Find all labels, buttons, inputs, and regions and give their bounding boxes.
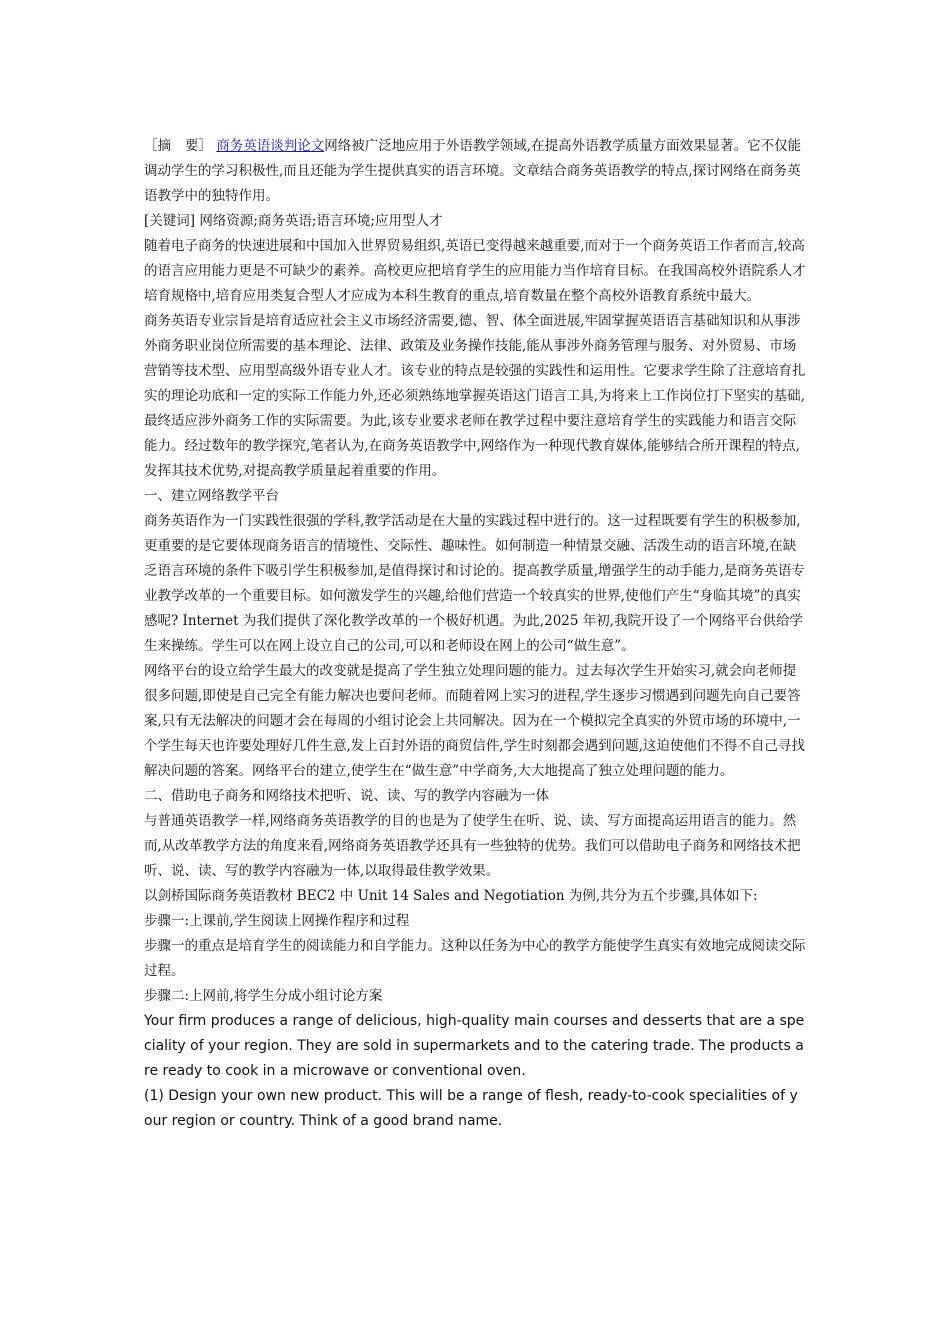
paragraph-platform: 网络平台的设立给学生最大的改变就是提高了学生独立处理问题的能力。过去每次学生开始实习,就会向老师提很多问题,即使是自己完全有能力解决也要问老师。而随着网上实习的进程,学生逐步习惯遇到问题先向自己要答案,只有无法解决的问题才会在每周的小组讨论会上共同解决。因为在一个模拟完全真实的外贸市场的环境中,一个学生每天也许要处理好几件生意,发上百封外语的商贸信件,学生时刻都会遇到问题,这迫使他们不得不自己寻找解决问题的答案。网络平台的建立,使学生在“做生意”中学商务,大大地提高了独立处理问题的能力。 [144,663,805,779]
document-body [144,134,806,1134]
english-task-description: Your firm produces a range of delicious, high-quality main courses and desserts that are a speciality of your region. They are sold in supermarkets and to the catering trade. The products are ready to cook in a microwave or conventional oven. [144,1013,805,1079]
keywords-text: 网络资源;商务英语;语言环境;应用型人才 [195,213,443,229]
business-english-negotiation-link[interactable]: 商务英语谈判论文 [216,138,325,154]
paragraph-example: 以剑桥国际商务英语教材 BEC2 中 Unit 14 Sales and Negotiation 为例,共分为五个步骤,具体如下: [144,888,758,904]
keywords-paragraph [144,209,806,234]
step-two-heading: 步骤二:上网前,将学生分成小组讨论方案 [144,988,383,1004]
abstract-label-open: ［摘 [144,138,171,154]
abstract-paragraph [144,134,806,209]
paragraph-integration: 与普通英语教学一样,网络商务英语教学的目的也是为了使学生在听、说、读、写方面提高运用语言的能力。然而,从改革教学方法的角度来看,网络商务英语教学还具有一些独特的优势。我们可以借助电子商务和网络技术把听、说、读、写的教学内容融为一体,以取得最佳教学效果。 [144,813,801,879]
section-heading-2: 二、借助电子商务和网络技术把听、说、读、写的教学内容融为一体 [144,788,549,804]
english-task-item-1: (1) Design your own new product. This will be a range of flesh, ready-to-cook specialities of your region or country. Think of a good brand name. [144,1088,798,1129]
keywords-label: [关键词] [144,213,196,229]
section-heading-1: 一、建立网络教学平台 [144,488,279,504]
paragraph-major-purpose: 商务英语专业宗旨是培育适应社会主义市场经济需要,德、智、体全面进展,牢固掌握英语语言基础知识和从事涉外商务职业岗位所需要的基本理论、法律、政策及业务操作技能,能从事涉外商务管理与服务、对外贸易、市场营销等技术型、应用型高级外语专业人才。该专业的特点是较强的实践性和运用性。它要求学生除了注意培育扎实的理论功底和一定的实际工作能力外,还必须熟练地掌握英语这门语言工具,为将来上工作岗位打下坚实的基础,最终适应涉外商务工作的实际需要。为此,该专业要求老师在教学过程中要注意培育学生的实践能力和语言交际能力。经过数年的教学探究,笔者认为,在商务英语教学中,网络作为一种现代教育媒体,能够结合所开课程的特点,发挥其技术优势,对提高教学质量起着重要的作用。 [144,313,806,479]
abstract-text: 网络被广泛地应用于外语教学领域,在提高外语教学质量方面效果显著。它不仅能调动学生的学习积极性,而且还能为学生提供真实的语言环境。文章结合商务英语教学的特点,探讨网络在商务英语教学中的独特作用。 [144,138,802,204]
paragraph-step-one: 步骤一的重点是培育学生的阅读能力和自学能力。这种以任务为中心的教学方能使学生真实有效地完成阅读交际过程。 [144,938,806,979]
abstract-label-close: 要］ [185,138,212,154]
paragraph-intro: 随着电子商务的快速进展和中国加入世界贸易组织,英语已变得越来越重要,而对于一个商务英语工作者而言,较高的语言应用能力更是不可缺少的素养。高校更应把培育学生的应用能力当作培育目标。在我国高校外语院系人才培育规格中,培育应用类复合型人才应成为本科生教育的重点,培育数量在整个高校外语教育系统中最大。 [144,238,806,304]
paragraph-practice: 商务英语作为一门实践性很强的学科,教学活动是在大量的实践过程中进行的。这一过程既要有学生的积极参加,更重要的是它要体现商务语言的情境性、交际性、趣味性。如何制造一种情景交融、活泼生动的语言环境,在缺乏语言环境的条件下吸引学生积极参加,是值得探讨和讨论的。提高教学质量,增强学生的动手能力,是商务英语专业教学改革的一个重要目标。如何激发学生的兴趣,给他们营造一个较真实的世界,使他们产生“身临其境”的真实感呢? Internet 为我们提供了深化教学改革的一个极好机遇。为此,2025 年初,我院开设了一个网络平台供给学生来操练。学生可以在网上设立自己的公司,可以和老师设在网上的公司“做生意”。 [144,513,805,654]
step-one-heading: 步骤一:上课前,学生阅读上网操作程序和过程 [144,913,410,929]
